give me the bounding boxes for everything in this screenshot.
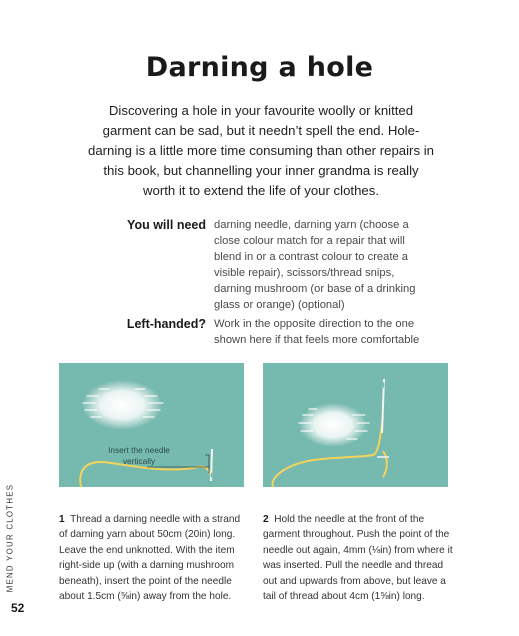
requirement-label: You will need — [127, 218, 206, 232]
illustration-step-1 — [59, 363, 244, 487]
requirement-text: darning needle, darning yarn (choose a close colour match for a repair that will blend in or a contrast colour to create a visible repair), scissors/thread snips, darning mushroom (or base of a drinking glass or orange) (optional) — [214, 219, 416, 311]
page-number: 52 — [11, 601, 25, 615]
step-number: 2 — [263, 514, 269, 525]
section-label-text: MEND YOUR CLOTHES — [5, 483, 15, 592]
illustration-step-2 — [263, 363, 448, 487]
intro-paragraph: Discovering a hole in your favourite woolly or knitted garment can be sad, but it needn’t spell the end. Hole-darning is a little more time consuming than other repairs in this book, but channelling your inner grandma is really worth it to extend the life of your clothes. — [88, 103, 434, 198]
step-text: Hold the needle at the front of the garment throughout. Push the point of the needle out again, 4mm (⅛in) from where it was inserted. Pull the needle and thread out and upwards from above, but leave a tail of thread about 4cm (1⅝in) long. — [263, 514, 453, 603]
fabric-hole-illustration — [59, 363, 244, 487]
fabric-hole-illustration — [263, 363, 448, 487]
needle-eye — [211, 473, 213, 478]
needle-annotation: Insert the needle vertically — [108, 445, 170, 466]
needle-eye — [383, 382, 385, 388]
hole — [299, 403, 367, 447]
requirement-label: Left-handed? — [126, 317, 206, 331]
hole — [82, 380, 162, 430]
yarn-tail — [383, 451, 387, 477]
step-2 — [263, 512, 453, 604]
step-number: 1 — [59, 514, 65, 525]
requirement-text: Work in the opposite direction to the one shown here if that feels more comfortable — [214, 318, 420, 346]
section-label — [3, 483, 17, 592]
step-1 — [59, 512, 249, 604]
step-text: Thread a darning needle with a strand of darning yarn about 50cm (20in) long. Leave the end unknotted. With the item right-side up (with a darning mushroom beneath), insert the point of the needle about 1.5cm (⅝in) away from the hole. — [59, 514, 241, 603]
page-title: Darning a hole — [145, 52, 374, 83]
